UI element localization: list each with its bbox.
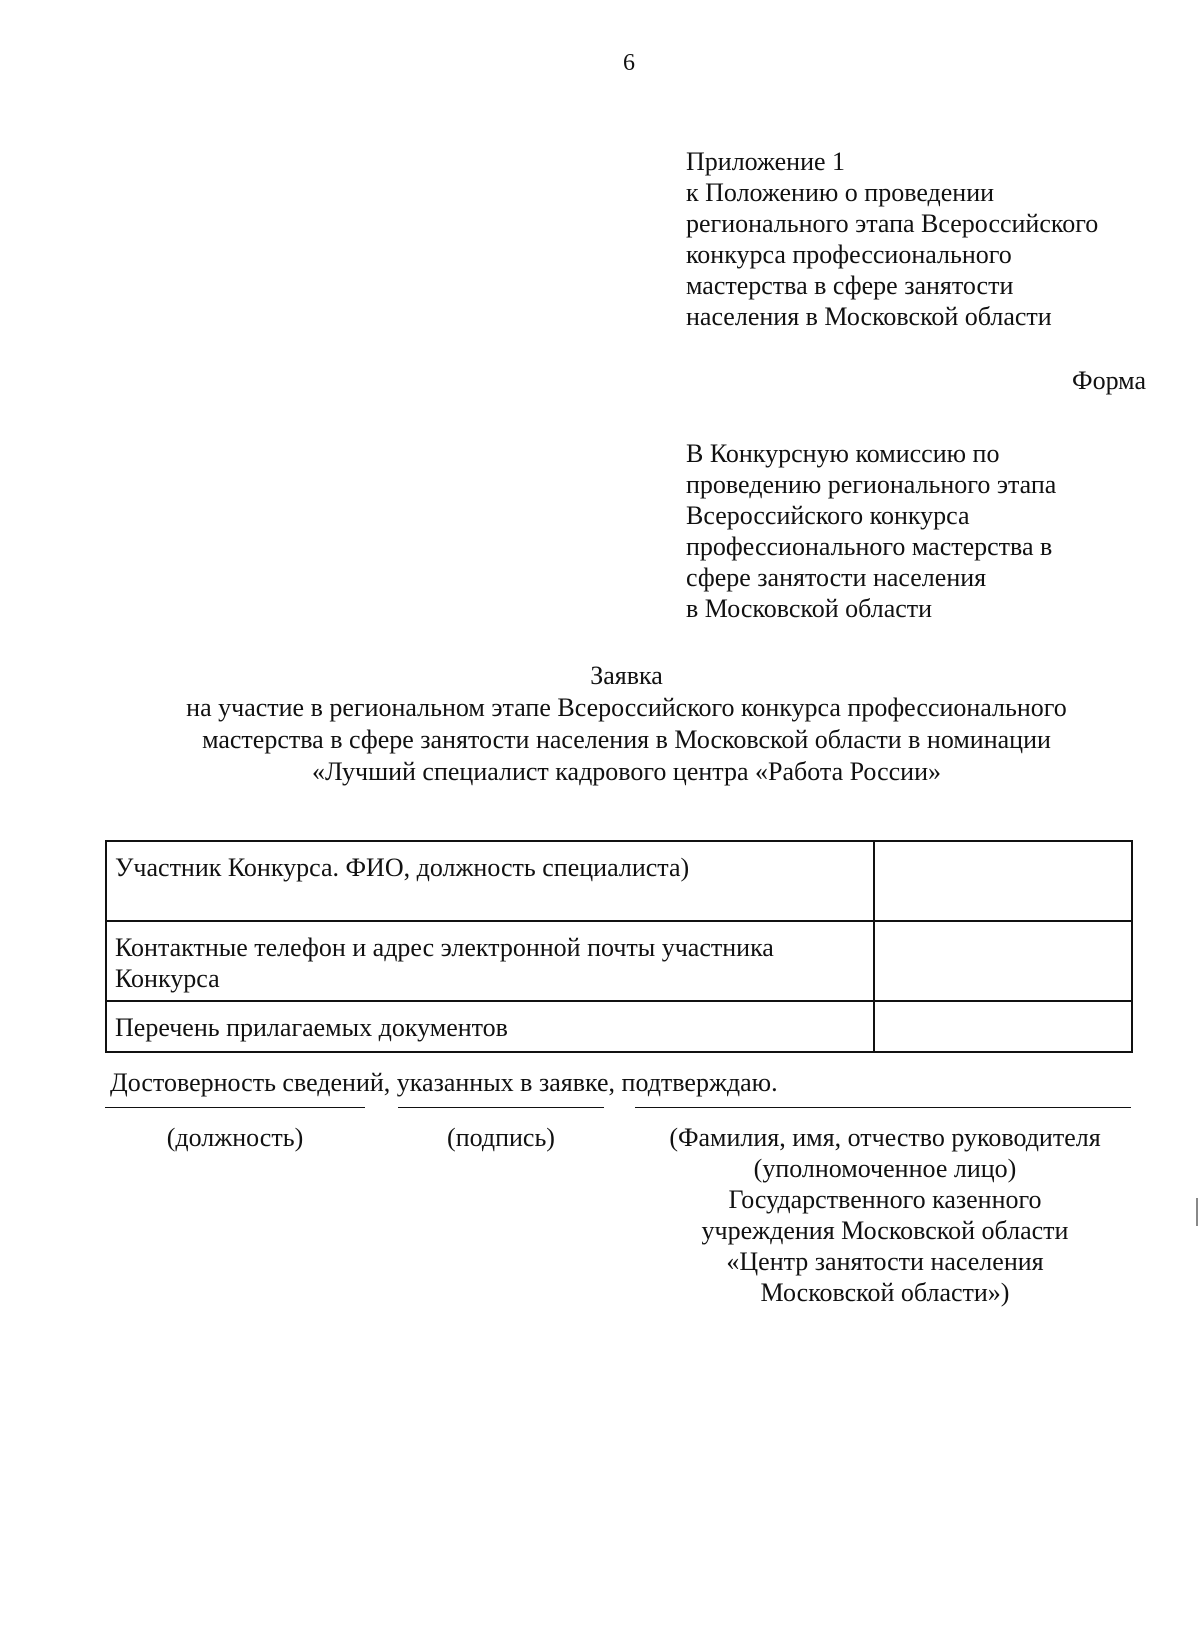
addressee-line: профессионального мастерства в [686, 532, 1053, 561]
position-signature-line[interactable] [105, 1107, 365, 1108]
appendix-header [686, 146, 1098, 332]
addressee-line: проведению регионального этапа [686, 470, 1057, 499]
appendix-line: мастерства в сфере занятости [686, 271, 1014, 300]
addressee-line: в Московской области [686, 594, 933, 623]
name-caption [620, 1122, 1150, 1308]
addressee-line: В Конкурсную комиссию по [686, 439, 1000, 468]
scan-edge-mark [1196, 1198, 1198, 1226]
title-line: на участие в региональном этапе Всероссийского конкурса профессионального [186, 693, 1067, 722]
table-value-cell[interactable] [874, 921, 1132, 1001]
application-table [105, 840, 1133, 1053]
name-caption-line: Московской области») [760, 1278, 1010, 1307]
table-label-cell: Перечень прилагаемых документов [106, 1001, 874, 1052]
confirmation-statement: Достоверность сведений, указанных в заявке, подтверждаю. [110, 1068, 778, 1097]
title-heading: Заявка [590, 661, 663, 690]
appendix-line: населения в Московской области [686, 302, 1052, 331]
name-caption-line: Государственного казенного [728, 1185, 1042, 1214]
title-line: мастерства в сфере занятости населения в Московской области в номинации [202, 725, 1051, 754]
addressee-line: Всероссийского конкурса [686, 501, 970, 530]
position-caption: (должность) [166, 1123, 304, 1152]
name-caption-line: (Фамилия, имя, отчество руководителя [669, 1123, 1101, 1152]
appendix-line: конкурса профессионального [686, 240, 1012, 269]
table-value-cell[interactable] [874, 841, 1132, 921]
name-caption-line: «Центр занятости населения [726, 1247, 1044, 1276]
table-row [106, 841, 1132, 921]
addressee-line: сфере занятости населения [686, 563, 987, 592]
name-signature-line[interactable] [635, 1107, 1131, 1108]
table-row [106, 921, 1132, 1001]
table-row [106, 1001, 1132, 1052]
title-line: «Лучший специалист кадрового центра «Работа России» [312, 757, 941, 786]
table-value-cell[interactable] [874, 1001, 1132, 1052]
appendix-line: к Положению о проведении [686, 178, 995, 207]
form-label: Форма [1072, 366, 1146, 395]
signature-line[interactable] [398, 1107, 604, 1108]
signature-caption: (подпись) [447, 1123, 555, 1152]
page-number: 6 [623, 50, 635, 76]
table-label-cell: Участник Конкурса. ФИО, должность специалиста) [106, 841, 874, 921]
table-label-cell: Контактные телефон и адрес электронной почты участника Конкурса [106, 921, 874, 1001]
addressee-block [686, 438, 1056, 624]
appendix-line: регионального этапа Всероссийского [686, 209, 1099, 238]
name-caption-line: учреждения Московской области [701, 1216, 1069, 1245]
document-title [70, 660, 1183, 788]
appendix-line: Приложение 1 [686, 147, 846, 176]
name-caption-line: (уполномоченное лицо) [753, 1154, 1017, 1183]
